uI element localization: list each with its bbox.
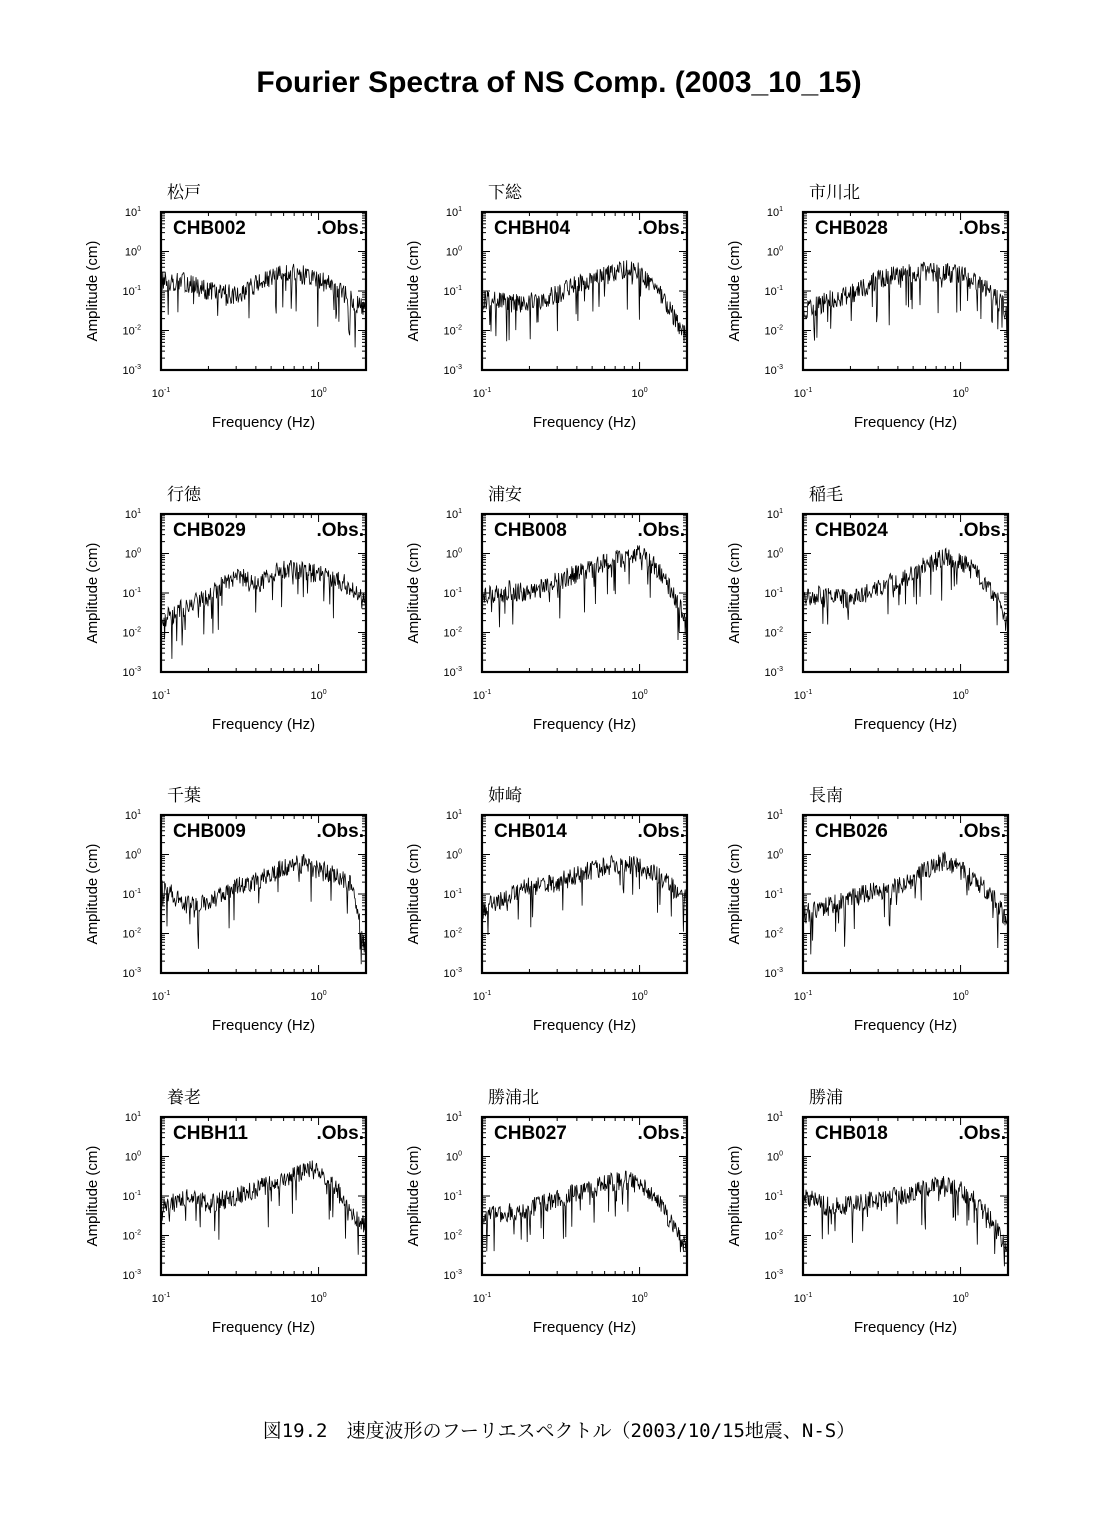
x-axis-title: Frequency (Hz) bbox=[211, 1017, 316, 1034]
y-tick-label: $10^{-1}$ bbox=[443, 1190, 462, 1203]
x-tick-label: $10^0$ bbox=[310, 689, 327, 702]
station-label: CHB027 bbox=[494, 1123, 567, 1144]
x-tick-label: $10^0$ bbox=[952, 1292, 969, 1305]
y-tick-label: $10^{-1}$ bbox=[443, 587, 462, 600]
spectrum-panel bbox=[84, 183, 366, 431]
site-name: 姉崎 bbox=[488, 786, 522, 806]
y-tick-label: $10^1$ bbox=[445, 206, 462, 219]
spectrum-panel bbox=[84, 786, 366, 1034]
y-axis-title: Amplitude (cm) bbox=[726, 843, 743, 945]
y-tick-label: $10^0$ bbox=[766, 848, 783, 862]
y-tick-label: $10^{-1}$ bbox=[443, 285, 462, 298]
spectrum-panel bbox=[726, 786, 1008, 1034]
spectrum-panel bbox=[405, 183, 687, 431]
y-tick-label: $10^{-1}$ bbox=[122, 888, 141, 901]
y-axis-title: Amplitude (cm) bbox=[405, 1145, 422, 1247]
x-tick-label: $10^{-1}$ bbox=[151, 689, 171, 702]
y-tick-label: $10^{-3}$ bbox=[764, 364, 783, 377]
y-tick-label: $10^{-3}$ bbox=[122, 1269, 141, 1282]
y-tick-label: $10^{-3}$ bbox=[122, 967, 141, 980]
series-label: .Obs. bbox=[316, 218, 364, 239]
site-name: 行徳 bbox=[167, 485, 201, 505]
y-tick-label: $10^0$ bbox=[445, 848, 462, 862]
series-label: .Obs. bbox=[637, 218, 685, 239]
y-tick-label: $10^{-2}$ bbox=[764, 927, 783, 941]
x-tick-label: $10^{-1}$ bbox=[793, 1292, 813, 1305]
spectrum-line bbox=[482, 1171, 687, 1252]
spectrum-line bbox=[482, 856, 687, 935]
x-axis-title: Frequency (Hz) bbox=[532, 1319, 637, 1336]
y-tick-label: $10^{-1}$ bbox=[122, 285, 141, 298]
spectrum-panel bbox=[726, 1088, 1008, 1336]
y-tick-label: $10^{-3}$ bbox=[764, 666, 783, 679]
x-axis-title: Frequency (Hz) bbox=[532, 1017, 637, 1034]
x-tick-label: $10^0$ bbox=[310, 387, 327, 400]
x-axis-title: Frequency (Hz) bbox=[853, 1319, 958, 1336]
y-tick-label: $10^{-1}$ bbox=[764, 1190, 783, 1203]
y-tick-label: $10^{-2}$ bbox=[764, 626, 783, 640]
x-axis-title: Frequency (Hz) bbox=[211, 716, 316, 733]
site-name: 下総 bbox=[488, 183, 522, 203]
y-tick-label: $10^0$ bbox=[445, 245, 462, 259]
series-label: .Obs. bbox=[637, 821, 685, 842]
station-label: CHBH04 bbox=[494, 218, 571, 239]
x-tick-label: $10^0$ bbox=[310, 1292, 327, 1305]
y-tick-label: $10^{-3}$ bbox=[122, 364, 141, 377]
y-tick-label: $10^{-3}$ bbox=[443, 364, 462, 377]
y-tick-label: $10^0$ bbox=[445, 1150, 462, 1164]
y-tick-label: $10^1$ bbox=[766, 809, 783, 822]
y-tick-label: $10^0$ bbox=[445, 547, 462, 561]
y-tick-label: $10^1$ bbox=[445, 508, 462, 521]
y-tick-label: $10^{-2}$ bbox=[443, 927, 462, 941]
y-tick-label: $10^0$ bbox=[124, 547, 141, 561]
x-axis-title: Frequency (Hz) bbox=[211, 1319, 316, 1336]
spectrum-panel bbox=[84, 1088, 366, 1336]
y-tick-label: $10^{-3}$ bbox=[443, 1269, 462, 1282]
spectrum-panel bbox=[405, 485, 687, 733]
y-axis-title: Amplitude (cm) bbox=[405, 542, 422, 644]
y-tick-label: $10^1$ bbox=[124, 809, 141, 822]
station-label: CHB028 bbox=[815, 218, 888, 239]
x-axis-title: Frequency (Hz) bbox=[211, 414, 316, 431]
spectrum-line bbox=[803, 852, 1008, 955]
y-axis-title: Amplitude (cm) bbox=[84, 843, 101, 945]
series-label: .Obs. bbox=[316, 1123, 364, 1144]
y-tick-label: $10^1$ bbox=[124, 1111, 141, 1124]
site-name: 市川北 bbox=[809, 183, 860, 203]
site-name: 勝浦北 bbox=[488, 1088, 539, 1108]
spectrum-panel bbox=[405, 1088, 687, 1336]
y-tick-label: $10^1$ bbox=[766, 1111, 783, 1124]
spectrum-line bbox=[482, 260, 687, 342]
spectrum-panel bbox=[405, 786, 687, 1034]
x-tick-label: $10^{-1}$ bbox=[472, 1292, 492, 1305]
y-tick-label: $10^{-3}$ bbox=[764, 1269, 783, 1282]
x-tick-label: $10^{-1}$ bbox=[151, 387, 171, 400]
y-axis-title: Amplitude (cm) bbox=[726, 542, 743, 644]
series-label: .Obs. bbox=[316, 821, 364, 842]
y-tick-label: $10^0$ bbox=[124, 848, 141, 862]
spectrum-line bbox=[161, 561, 366, 659]
y-tick-label: $10^{-1}$ bbox=[764, 587, 783, 600]
station-label: CHB002 bbox=[173, 218, 246, 239]
spectrum-line bbox=[161, 264, 366, 348]
station-label: CHB026 bbox=[815, 821, 888, 842]
y-tick-label: $10^{-2}$ bbox=[764, 324, 783, 338]
site-name: 松戸 bbox=[167, 183, 201, 203]
y-tick-label: $10^1$ bbox=[766, 206, 783, 219]
x-axis-title: Frequency (Hz) bbox=[853, 1017, 958, 1034]
x-tick-label: $10^{-1}$ bbox=[472, 689, 492, 702]
series-label: .Obs. bbox=[958, 821, 1006, 842]
spectrum-line bbox=[803, 262, 1008, 340]
y-tick-label: $10^{-2}$ bbox=[443, 324, 462, 338]
x-tick-label: $10^{-1}$ bbox=[793, 689, 813, 702]
x-axis-title: Frequency (Hz) bbox=[532, 716, 637, 733]
y-tick-label: $10^0$ bbox=[766, 245, 783, 259]
series-label: .Obs. bbox=[637, 520, 685, 541]
station-label: CHB029 bbox=[173, 520, 246, 541]
x-axis-title: Frequency (Hz) bbox=[853, 716, 958, 733]
y-tick-label: $10^0$ bbox=[766, 547, 783, 561]
spectrum-panel bbox=[726, 183, 1008, 431]
station-label: CHB009 bbox=[173, 821, 246, 842]
site-name: 長南 bbox=[809, 786, 843, 806]
y-axis-title: Amplitude (cm) bbox=[405, 843, 422, 945]
y-tick-label: $10^{-1}$ bbox=[764, 285, 783, 298]
spectrum-line bbox=[803, 1176, 1008, 1266]
y-tick-label: $10^{-3}$ bbox=[122, 666, 141, 679]
y-axis-title: Amplitude (cm) bbox=[84, 542, 101, 644]
y-tick-label: $10^1$ bbox=[124, 206, 141, 219]
station-label: CHB014 bbox=[494, 821, 567, 842]
x-tick-label: $10^0$ bbox=[631, 689, 648, 702]
site-name: 浦安 bbox=[488, 485, 522, 505]
y-tick-label: $10^{-3}$ bbox=[764, 967, 783, 980]
y-tick-label: $10^{-3}$ bbox=[443, 967, 462, 980]
y-tick-label: $10^{-1}$ bbox=[443, 888, 462, 901]
x-axis-title: Frequency (Hz) bbox=[532, 414, 637, 431]
series-label: .Obs. bbox=[958, 1123, 1006, 1144]
x-tick-label: $10^{-1}$ bbox=[472, 387, 492, 400]
y-tick-label: $10^{-1}$ bbox=[122, 1190, 141, 1203]
y-tick-label: $10^{-2}$ bbox=[122, 927, 141, 941]
series-label: .Obs. bbox=[958, 520, 1006, 541]
site-name: 養老 bbox=[167, 1088, 201, 1108]
station-label: CHB024 bbox=[815, 520, 888, 541]
figure-caption: 図19.2 速度波形のフーリエスペクトル（2003/10/15地震、N-S） bbox=[262, 1420, 856, 1442]
y-tick-label: $10^{-3}$ bbox=[443, 666, 462, 679]
x-tick-label: $10^0$ bbox=[952, 689, 969, 702]
y-tick-label: $10^1$ bbox=[445, 809, 462, 822]
series-label: .Obs. bbox=[637, 1123, 685, 1144]
y-tick-label: $10^{-2}$ bbox=[122, 1229, 141, 1243]
y-tick-label: $10^{-1}$ bbox=[764, 888, 783, 901]
spectrum-line bbox=[482, 545, 687, 640]
series-label: .Obs. bbox=[316, 520, 364, 541]
series-label: .Obs. bbox=[958, 218, 1006, 239]
y-tick-label: $10^{-1}$ bbox=[122, 587, 141, 600]
y-tick-label: $10^{-2}$ bbox=[122, 626, 141, 640]
page-title: Fourier Spectra of NS Comp. (2003_10_15) bbox=[256, 66, 862, 99]
x-tick-label: $10^{-1}$ bbox=[151, 990, 171, 1003]
x-tick-label: $10^0$ bbox=[631, 990, 648, 1003]
site-name: 勝浦 bbox=[809, 1088, 843, 1108]
y-tick-label: $10^{-2}$ bbox=[443, 1229, 462, 1243]
y-tick-label: $10^0$ bbox=[124, 1150, 141, 1164]
y-tick-label: $10^1$ bbox=[766, 508, 783, 521]
x-axis-title: Frequency (Hz) bbox=[853, 414, 958, 431]
y-axis-title: Amplitude (cm) bbox=[405, 240, 422, 342]
spectrum-panel bbox=[84, 485, 366, 733]
y-tick-label: $10^0$ bbox=[124, 245, 141, 259]
y-axis-title: Amplitude (cm) bbox=[726, 1145, 743, 1247]
y-tick-label: $10^{-2}$ bbox=[764, 1229, 783, 1243]
site-name: 稲毛 bbox=[809, 485, 843, 505]
x-tick-label: $10^0$ bbox=[952, 990, 969, 1003]
site-name: 千葉 bbox=[167, 786, 201, 806]
y-tick-label: $10^{-2}$ bbox=[122, 324, 141, 338]
x-tick-label: $10^{-1}$ bbox=[793, 990, 813, 1003]
x-tick-label: $10^0$ bbox=[631, 1292, 648, 1305]
x-tick-label: $10^0$ bbox=[631, 387, 648, 400]
x-tick-label: $10^{-1}$ bbox=[472, 990, 492, 1003]
x-tick-label: $10^{-1}$ bbox=[151, 1292, 171, 1305]
spectrum-panel bbox=[726, 485, 1008, 733]
y-tick-label: $10^1$ bbox=[124, 508, 141, 521]
station-label: CHB008 bbox=[494, 520, 567, 541]
y-tick-label: $10^1$ bbox=[445, 1111, 462, 1124]
x-tick-label: $10^0$ bbox=[310, 990, 327, 1003]
x-tick-label: $10^{-1}$ bbox=[793, 387, 813, 400]
y-tick-label: $10^0$ bbox=[766, 1150, 783, 1164]
y-axis-title: Amplitude (cm) bbox=[726, 240, 743, 342]
x-tick-label: $10^0$ bbox=[952, 387, 969, 400]
y-axis-title: Amplitude (cm) bbox=[84, 1145, 101, 1247]
station-label: CHB018 bbox=[815, 1123, 888, 1144]
spectrum-line bbox=[161, 855, 366, 965]
spectrum-line bbox=[803, 548, 1008, 630]
y-tick-label: $10^{-2}$ bbox=[443, 626, 462, 640]
spectrum-line bbox=[161, 1161, 366, 1255]
y-axis-title: Amplitude (cm) bbox=[84, 240, 101, 342]
station-label: CHBH11 bbox=[173, 1123, 248, 1144]
